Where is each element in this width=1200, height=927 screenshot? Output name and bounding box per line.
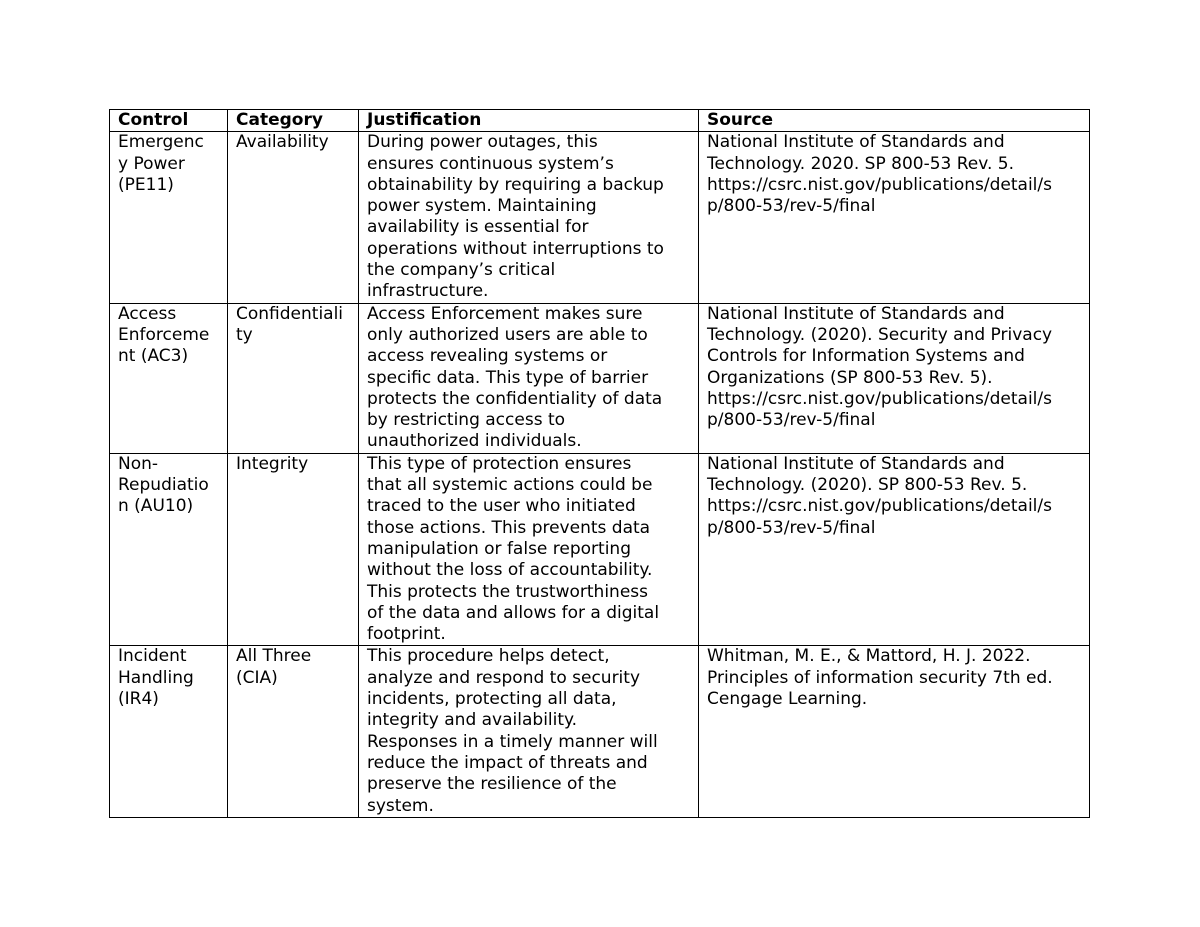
cell-category: Confidentiali ty — [228, 303, 359, 453]
header-justification: Justification — [359, 110, 699, 132]
cell-justification: Access Enforcement makes sure only authorized users are able to access revealing systems or specific data. This type of barrier protects the confidentiality of data by restricting access to unauthorized individuals. — [359, 303, 699, 453]
header-category: Category — [228, 110, 359, 132]
table-row — [110, 646, 1090, 817]
cell-justification: This procedure helps detect, analyze and respond to security incidents, protecting all data, integrity and availability. Responses in a timely manner will reduce the impact of threats and preserve the resilience of the system. — [359, 646, 699, 817]
cell-justification: During power outages, this ensures continuous system’s obtainability by requiring a backup power system. Maintaining availability is essential for operations without interruptions to the company’s critical infrastructure. — [359, 132, 699, 303]
cell-category: Integrity — [228, 453, 359, 646]
cell-control: Non- Repudiatio n (AU10) — [110, 453, 228, 646]
table-row — [110, 303, 1090, 453]
cell-control: Access Enforceme nt (AC3) — [110, 303, 228, 453]
cell-category: Availability — [228, 132, 359, 303]
table-row — [110, 132, 1090, 303]
table-row — [110, 453, 1090, 646]
cell-source: National Institute of Standards and Technology. (2020). SP 800-53 Rev. 5. https://csrc.nist.gov/publications/detail/s p/800-53/rev-5/final — [699, 453, 1090, 646]
header-control: Control — [110, 110, 228, 132]
cell-source: National Institute of Standards and Technology. (2020). Security and Privacy Controls for Information Systems and Organizations (SP 800-53 Rev. 5). https://csrc.nist.gov/publications/detail/s p/800-53/rev-5/final — [699, 303, 1090, 453]
cell-justification: This type of protection ensures that all systemic actions could be traced to the user who initiated those actions. This prevents data manipulation or false reporting without the loss of accountability. This protects the trustworthiness of the data and allows for a digital footprint. — [359, 453, 699, 646]
header-source: Source — [699, 110, 1090, 132]
cell-control: Emergenc y Power (PE11) — [110, 132, 228, 303]
cell-control: Incident Handling (IR4) — [110, 646, 228, 817]
table-header-row — [110, 110, 1090, 132]
cell-source: National Institute of Standards and Technology. 2020. SP 800-53 Rev. 5. https://csrc.nist.gov/publications/detail/s p/800-53/rev-5/final — [699, 132, 1090, 303]
cell-source: Whitman, M. E., & Mattord, H. J. 2022. Principles of information security 7th ed. Cengage Learning. — [699, 646, 1090, 817]
security-controls-table — [109, 109, 1090, 818]
cell-category: All Three (CIA) — [228, 646, 359, 817]
